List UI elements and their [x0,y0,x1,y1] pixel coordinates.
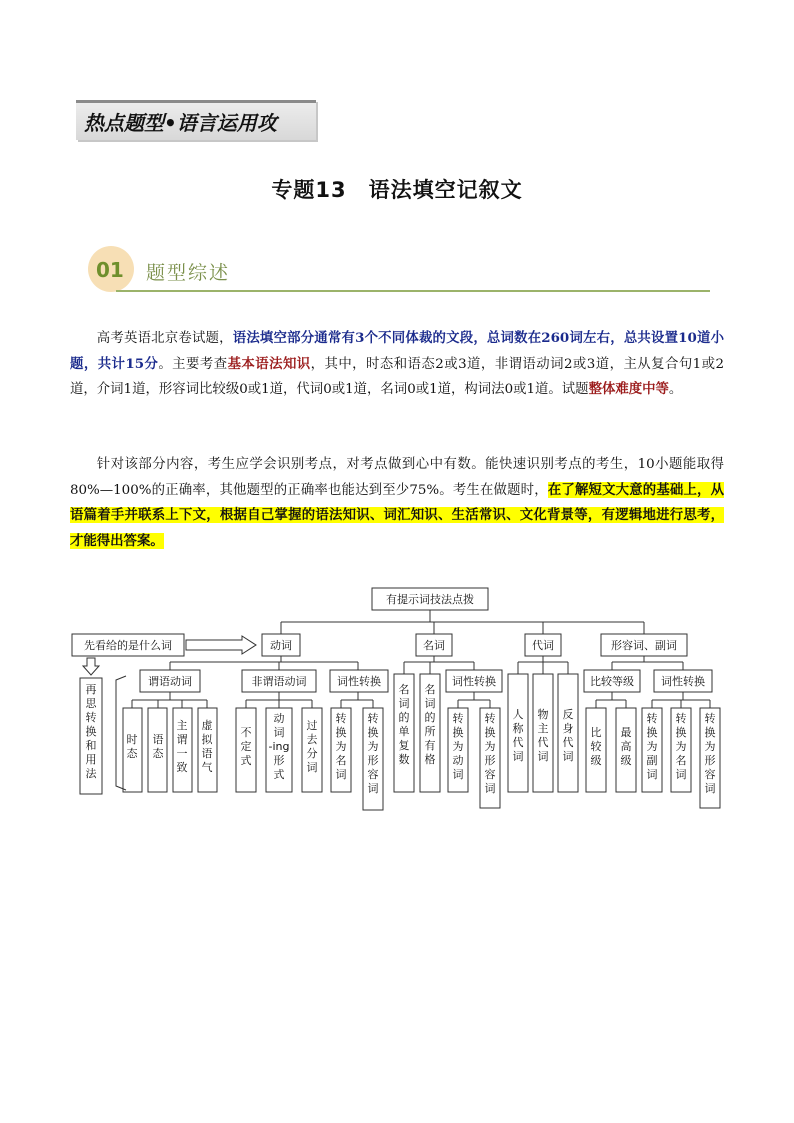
diagram-leaf: 反身代词 [562,708,574,763]
diagram-leaf: 最高级 [620,726,632,767]
diagram-leaf: 语态 [152,733,164,760]
paragraph-overview: 高考英语北京卷试题，语法填空部分通常有3个不同体裁的文段，总词数在260词左右，总共设置10道小题，共计15分。主要考查基本语法知识，其中，时态和语态2或3道，非谓语动词2或3道，主从复合句1或2道，介词1道，形容词比较级0或1道，代词0或1道，名词0或1道，构词法0或1道。试题整体难度中等。 [70,330,725,397]
diagram-leaf: 比较级 [590,726,602,767]
diagram-leaf: 名词的所有格 [424,683,436,766]
predicate-node: 谓语动词 [148,675,192,688]
diagram-root: 有提示词技法点拨 [386,593,474,606]
diagram-leaf: 转换为动词 [452,712,464,781]
diagram-leaf: 物主代词 [537,708,549,763]
diagram-leaf: 主谓一致 [176,719,188,774]
diagram-leaf: 过去分词 [306,719,318,774]
page-title: 专题13 语法填空记叙文 [271,178,523,202]
diagram-leaf: 人称代词 [512,708,524,763]
diagram-leaf: 时态 [126,733,138,760]
nonpred-node: 非谓语动词 [251,675,307,688]
paragraph-strategy: 针对该部分内容，考生应学会识别考点，对考点做到心中有数。能快速识别考点的考生，10小题能取得80%—100%的正确率，其他题型的正确率也能达到至少75%。考生在做题时，在了解短文大意的基础上，从语篇着手并联系上下文，根据自己掌握的语法知识、词汇知识、生活常识、文化背景等，有逻辑地进行思考，才能得出答案。 [70,457,725,549]
diagram-leaf: 转换为副词 [646,712,658,781]
diagram-leaf: 动词-ing 形式 [268,712,290,781]
noun-node: 名词 [423,639,445,652]
section-banner: 热点题型•语言运用攻 [76,100,316,140]
start-label: 先看给的是什么词 [84,639,172,652]
diagram-leaf: 再思转换和用法 [85,683,97,780]
section-number: 01 [96,258,124,282]
compare-node: 比较等级 [590,675,634,688]
diagram-leaf: 虚拟语气 [201,719,213,774]
section-title: 题型综述 [146,262,231,284]
verb-conv-node: 词性转换 [337,675,381,688]
diagram-leaf: 转换为名词 [675,712,687,781]
diagram-leaf: 转换为形容词 [704,712,716,795]
noun-conv-node: 词性转换 [452,675,496,688]
diagram-leaf: 转换为形容词 [484,712,496,795]
diagram-leaf: 不定式 [240,726,252,767]
adj-node: 形容词、副词 [611,639,677,652]
diagram-leaf: 转换为形容词 [367,712,379,795]
diagram-leaf: 转换为名词 [335,712,347,781]
verb-node: 动词 [270,639,292,652]
adj-conv-node: 词性转换 [661,675,705,688]
diagram-leaf: 名词的单复数 [398,683,410,766]
pron-node: 代词 [532,639,554,652]
